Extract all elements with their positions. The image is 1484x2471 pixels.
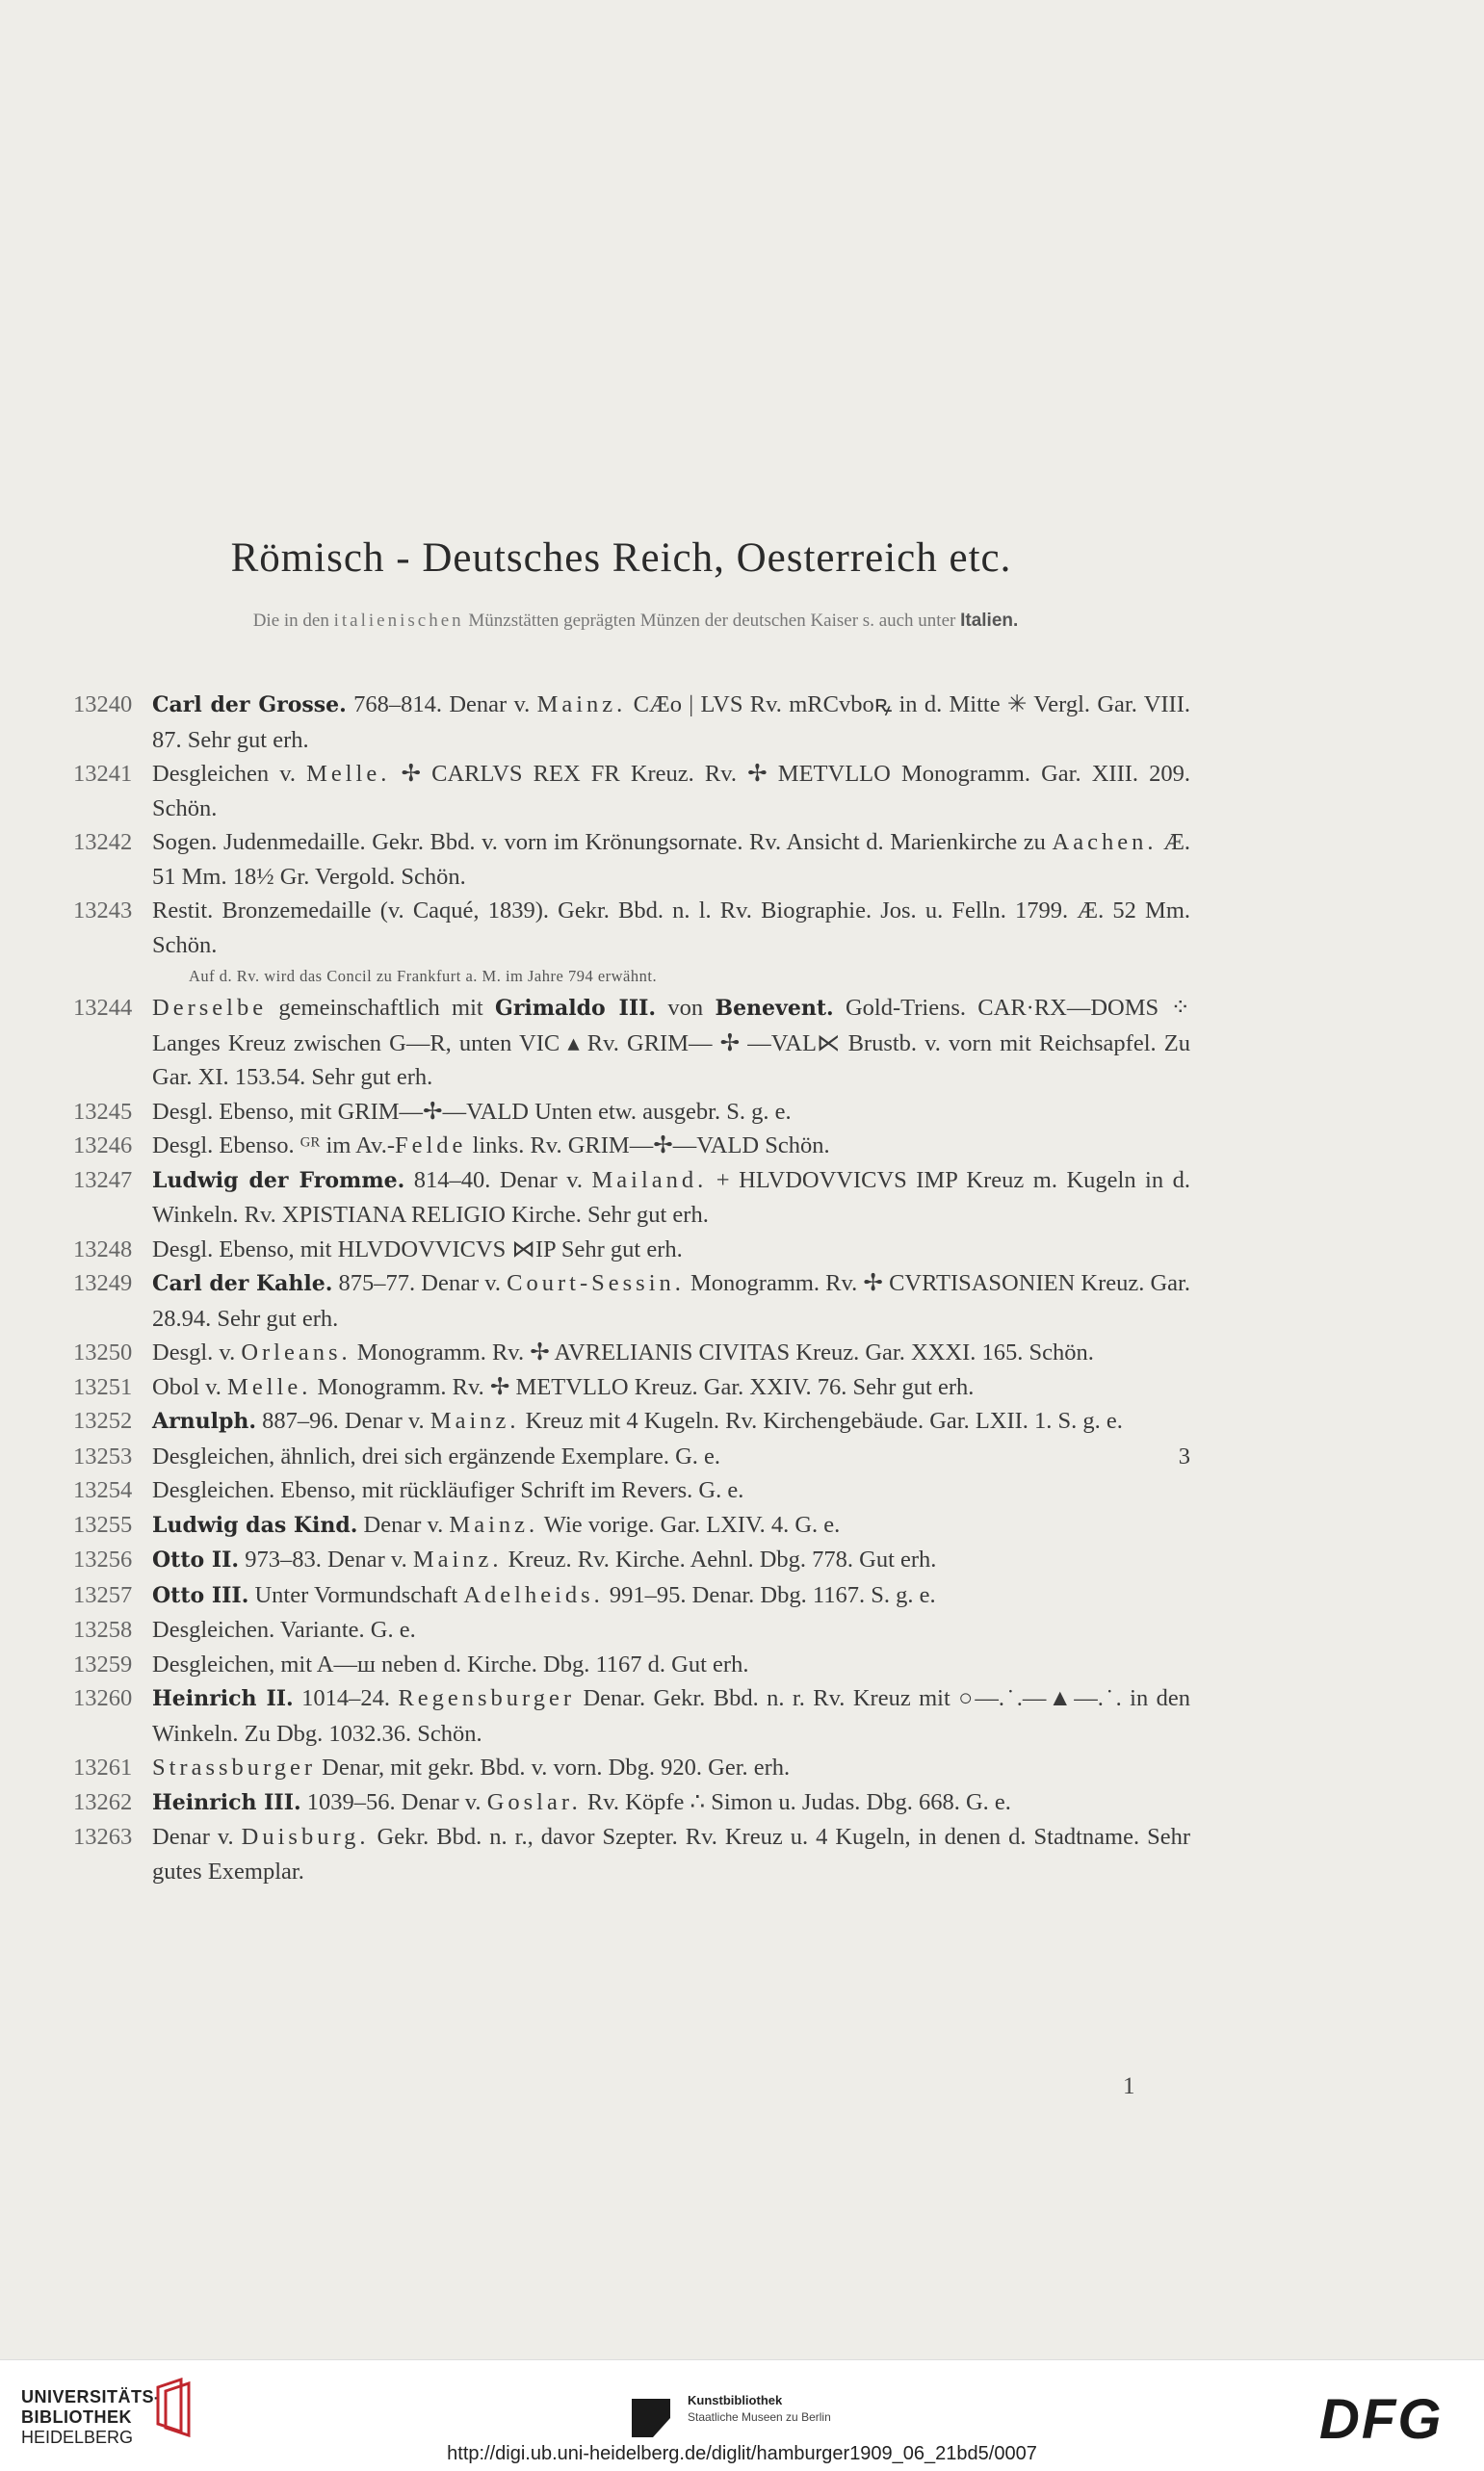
lot-description [152,1266,1190,1336]
lot-text: Desgl. v. [152,1340,242,1366]
lot-text: Sogen. Judenmedaille. Gekr. Bbd. v. vorn im Krönungsornate. Rv. Ansicht d. Marienkirche zu [152,829,1053,855]
lot-entry [73,1820,1190,1888]
lot-text: 875–77. Denar v. [332,1270,508,1296]
kunstbibliothek-mark-icon [632,2399,670,2437]
lot-entry [73,1578,1190,1614]
lot-description [152,1336,1190,1370]
lot-text: Desgleichen. Ebenso, mit rückläufiger Schrift im Revers. G. e. [152,1477,744,1503]
mint-place: Melle. [306,761,391,787]
lot-entry [73,1095,1190,1130]
lot-entry [73,1785,1190,1821]
ruler-name: Carl der Grosse. [152,692,347,717]
mint-place: Duisburg. [241,1824,370,1850]
mint-place: Mailand. [591,1166,708,1193]
lot-description [152,1681,1190,1751]
ruler-name: Heinrich II. [152,1686,294,1711]
lot-text: Gekr. Bbd. n. r., davor Szepter. Rv. Kreuz u. 4 Kugeln, in denen d. Stadtname. Sehr gutes Exemplar. [152,1824,1191,1885]
lot-description [152,1095,1190,1130]
lot-number: 13249 [73,1270,133,1296]
lot-number: 13255 [73,1511,133,1538]
mint-place: Mainz. [412,1547,503,1573]
lot-entry [73,1543,1190,1578]
subtitle-reference: Italien. [960,611,1019,631]
lot-text: 887–96. Denar v. [256,1408,430,1434]
mint-place: Felde [395,1132,467,1158]
lot-text: 814–40. Denar v. [404,1166,592,1193]
lot-text: Denar. Gekr. Bbd. n. r. Rv. Kreuz mit ○—.˙.—▲—.˙. in den Winkeln. Zu Dbg. 1032.36. Schön. [152,1685,1191,1747]
lot-entry [73,1751,1190,1785]
lot-description [152,1751,1190,1785]
lot-description [152,991,1190,1095]
lot-entry [73,1163,1190,1233]
lot-entry [73,1370,1190,1405]
lot-text: links. Rv. GRIM—✢—VALD Schön. [466,1132,830,1158]
lot-entry [73,1129,1190,1163]
mint-place: Adelheids. [463,1581,604,1608]
lot-number: 13260 [73,1685,133,1711]
lot-number: 13241 [73,761,133,787]
lot-text: + HLVDOVVICVS IMP Kreuz m. Kugeln in d. Winkeln. Rv. XPISTIANA RELIGIO Kirche. Sehr gut erh. [152,1166,1190,1228]
mint-place: Goslar. [486,1788,582,1815]
lot-text: ✢ CARLVS REX FR Kreuz. Rv. ✢ METVLLO Monogramm. Gar. XIII. 209. Schön. [152,761,1190,821]
page-number: 1 [1123,2073,1135,2099]
lot-entry [73,1473,1190,1508]
lot-entry [73,1613,1190,1648]
page-title: Römisch - Deutsches Reich, Oesterreich etc. [230,535,1012,581]
lot-text: Denar v. [152,1824,242,1850]
lot-text: Wie vorige. Gar. LXIV. 4. G. e. [538,1511,841,1538]
lot-entry [73,1233,1190,1267]
lot-number: 13263 [73,1824,133,1850]
lot-text: Unter Vormundschaft [248,1581,464,1608]
lot-number: 13244 [73,995,133,1021]
lot-description [152,1820,1190,1888]
lot-entry [73,894,1190,962]
lot-number: 13252 [73,1408,133,1434]
lot-text: 973–83. Denar v. [239,1547,413,1573]
mint-place: Mainz. [449,1511,539,1538]
mint-place: Aachen. [1052,829,1158,855]
lot-note: Auf d. Rv. wird das Concil zu Frankfurt a. M. im Jahre 794 erwähnt. [189,967,658,985]
logo-line: BIBLIOTHEK [21,2407,132,2427]
mint-place: Mainz. [536,691,627,717]
lot-entry [73,991,1190,1095]
lot-text: Gold-Triens. CAR·RX—DOMS ⁘ Langes Kreuz zwischen G—R, unten VIC ▴ Rv. GRIM— ✢ —VAL⋉ Brustb. v. vorn mit Reichsapfel. Zu Gar. XI. 153.54. Sehr gut erh. [152,995,1190,1090]
lot-entry [73,825,1190,894]
logo-line: HEIDELBERG [21,2428,134,2447]
mint-place: Melle. [227,1373,312,1400]
lot-number: 13251 [73,1373,133,1400]
ruler-name: Otto II. [152,1548,240,1573]
lot-text: Kreuz mit 4 Kugeln. Rv. Kirchengebäude. Gar. LXII. 1. S. g. e. [519,1408,1123,1434]
lot-description [152,1233,1190,1267]
lot-description [152,1785,1190,1821]
ruler-name: Ludwig der Fromme. [152,1167,405,1193]
lot-text: Desgleichen, ähnlich, drei sich ergänzende Exemplare. G. e. [152,1443,721,1470]
lot-text: von [656,995,716,1021]
lot-text: Desgleichen. Variante. G. e. [152,1617,416,1643]
ruler-name: Benevent. [715,996,834,1021]
lot-text: 1014–24. [293,1685,399,1711]
lot-entry [73,1440,1190,1474]
lot-number: 13253 [73,1443,133,1470]
lot-text: Kreuz. Rv. Kirche. Aehnl. Dbg. 778. Gut erh. [502,1547,937,1573]
footer-bar [0,2359,1484,2471]
lot-entry [73,688,1190,757]
lot-text: CÆo | LVS Rv. mRCvboꝶ in d. Mitte ✳ Vergl. Gar. VIII. 87. Sehr gut erh. [152,691,1190,753]
lot-entry [73,1681,1190,1751]
lot-text: Æ. 51 Mm. 18½ Gr. Vergold. Schön. [152,829,1190,890]
lot-description [152,1473,1190,1508]
lot-description [152,688,1190,757]
lot-number: 13240 [73,691,133,717]
lot-text: 768–814. Denar v. [346,691,537,717]
kb-line: Kunstbibliothek [688,2393,783,2407]
lot-description [152,1648,1190,1682]
lot-entry [73,1336,1190,1370]
lot-number: 13242 [73,829,133,855]
lot-description [152,1440,1190,1474]
lot-text: 991–95. Denar. Dbg. 1167. S. g. e. [603,1581,936,1608]
heidelberg-mark-icon [152,2378,206,2437]
lot-description [152,1578,1190,1614]
lot-number: 13246 [73,1132,133,1158]
lot-number: 13258 [73,1617,133,1643]
lot-text: Denar v. [357,1511,450,1538]
lot-number: 13250 [73,1340,133,1366]
kb-line: Staatliche Museen zu Berlin [688,2410,831,2424]
mint-place: Orleans. [241,1340,351,1366]
mint-place: Strassburger [152,1755,317,1781]
lot-entry [73,757,1190,825]
lot-description [152,1370,1190,1405]
lot-text: Desgl. Ebenso. ᴳᴿ im Av.- [152,1132,395,1158]
subtitle-part: Die in den [252,611,334,631]
lot-text: Desgl. Ebenso, mit GRIM—✢—VALD Unten etw. ausgebr. S. g. e. [152,1098,792,1125]
mint-place: Mainz. [430,1408,520,1434]
lot-number: 13256 [73,1547,133,1573]
mint-place: Derselbe [152,995,268,1021]
lot-description [152,1404,1190,1440]
lot-number: 13259 [73,1651,133,1678]
mint-place: Court-Sessin. [507,1270,685,1296]
lot-text: Desgl. Ebenso, mit HLVDOVVICVS ⋈IP Sehr gut erh. [152,1236,683,1262]
mint-place: Regensburger [398,1685,576,1711]
ruler-name: Grimaldo III. [495,996,657,1021]
lot-count: 3 [1178,1443,1190,1470]
lot-description [152,1508,1190,1544]
lot-entry [73,1648,1190,1682]
lot-description [152,1129,1190,1163]
lot-entry [73,1266,1190,1336]
lot-description [152,825,1190,894]
lot-number: 13248 [73,1236,133,1262]
dfg-logo[interactable]: DFG [1319,2388,1444,2451]
source-url-link[interactable]: http://digi.ub.uni-heidelberg.de/diglit/hamburger1909_06_21bd5/0007 [447,2443,1037,2464]
page-subtitle [77,611,1194,632]
lot-text: Monogramm. Rv. ✢ METVLLO Kreuz. Gar. XXIV. 76. Sehr gut erh. [311,1373,975,1400]
lot-text: Monogramm. Rv. ✢ CVRTISASONIEN Kreuz. Gar. 28.94. Sehr gut erh. [152,1270,1190,1332]
lot-description [152,757,1190,825]
lot-text: Desgleichen, mit A—ш neben d. Kirche. Dbg. 1167 d. Gut erh. [152,1651,749,1678]
lot-text: Obol v. [152,1373,228,1400]
lot-text: Restit. Bronzemedaille (v. Caqué, 1839). Gekr. Bbd. n. l. Rv. Biographie. Jos. u. Felln. 1799. Æ. 52 Mm. Schön. [152,897,1190,958]
lot-text: Monogramm. Rv. ✢ AVRELIANIS CIVITAS Kreuz. Gar. XXXI. 165. Schön. [351,1340,1094,1366]
lot-number: 13243 [73,897,133,923]
lot-text: Denar, mit gekr. Bbd. v. vorn. Dbg. 920. Ger. erh. [316,1755,791,1781]
lot-entry [73,1508,1190,1544]
lot-entry [73,1404,1190,1440]
ruler-name: Arnulph. [152,1409,257,1434]
ruler-name: Otto III. [152,1582,249,1608]
lot-number: 13254 [73,1477,133,1503]
subtitle-emphasis: italienischen [333,611,464,631]
lot-text: Rv. Köpfe ∴ Simon u. Judas. Dbg. 668. G. e. [581,1788,1011,1815]
logo-line: UNIVERSITÄTS- [21,2387,161,2406]
lot-text: Desgleichen v. [152,761,307,787]
lot-number: 13257 [73,1581,133,1608]
subtitle-part: Münzstätten geprägten Münzen der deutschen Kaiser s. auch unter [463,611,961,631]
lot-number: 13247 [73,1166,133,1193]
lot-number: 13261 [73,1755,133,1781]
lot-description [152,1543,1190,1578]
lot-list [73,688,1190,1888]
lot-description [152,1613,1190,1648]
lot-number: 13262 [73,1788,133,1815]
lot-description [152,894,1190,962]
lot-text: gemeinschaftlich mit [267,995,496,1021]
lot-text: 1039–56. Denar v. [300,1788,487,1815]
ruler-name: Carl der Kahle. [152,1271,333,1296]
lot-number: 13245 [73,1098,133,1125]
ruler-name: Ludwig das Kind. [152,1512,358,1538]
heidelberg-logo[interactable] [21,2387,161,2448]
lot-description [152,1163,1190,1233]
ruler-name: Heinrich III. [152,1789,301,1815]
